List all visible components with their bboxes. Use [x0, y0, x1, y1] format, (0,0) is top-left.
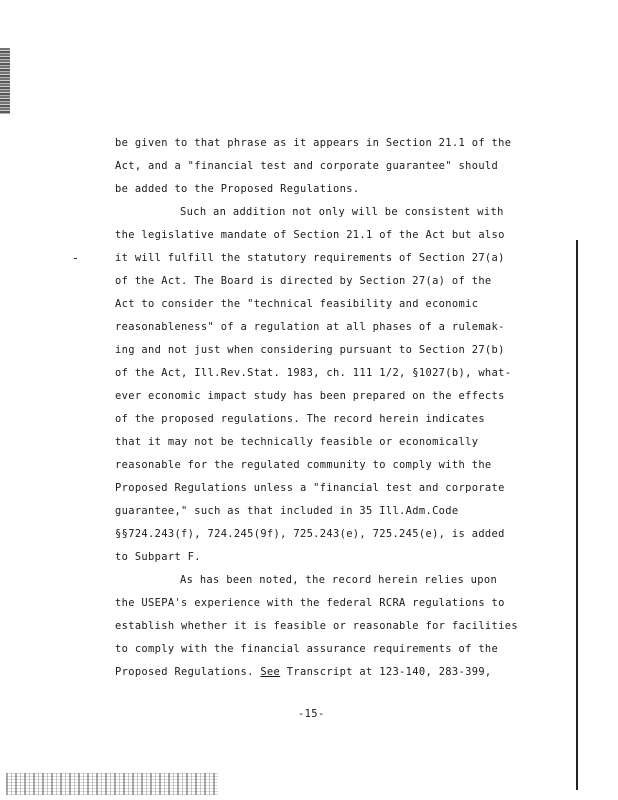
- text-line: Proposed Regulations unless a "financial test and corporate: [115, 482, 505, 494]
- text-line: of the proposed regulations. The record herein indicates: [115, 413, 485, 425]
- text-line: of the Act. The Board is directed by Section 27(a) of the: [115, 275, 492, 287]
- text-line: to Subpart F.: [115, 551, 201, 563]
- text-line: reasonableness" of a regulation at all phases of a rulemak-: [115, 321, 505, 333]
- text-line: the legislative mandate of Section 21.1 of the Act but also: [115, 229, 505, 241]
- text-line: establish whether it is feasible or reasonable for facilities: [115, 620, 518, 632]
- text-line: ing and not just when considering pursuant to Section 27(b): [115, 344, 505, 356]
- text-line: be given to that phrase as it appears in Section 21.1 of the: [115, 137, 512, 149]
- text-line: of the Act, Ill.Rev.Stat. 1983, ch. 111 1/2, §1027(b), what-: [115, 367, 512, 379]
- text-line: to comply with the financial assurance requirements of the: [115, 643, 499, 655]
- text-line: it will fulfill the statutory requirements of Section 27(a): [115, 252, 505, 264]
- text-line: the USEPA's experience with the federal RCRA regulations to: [115, 597, 505, 609]
- paragraph-first-line: As has been noted, the record herein relies upon: [180, 574, 498, 586]
- text-line: §§724.243(f), 724.245(9f), 725.243(e), 725.245(e), is added: [115, 528, 505, 540]
- scan-edge-line: [576, 240, 578, 790]
- text-line: be added to the Proposed Regulations.: [115, 183, 360, 195]
- text-line: reasonable for the regulated community to comply with the: [115, 459, 492, 471]
- text-segment: Transcript at 123-140, 283-399,: [280, 666, 492, 678]
- text-segment: Proposed Regulations.: [115, 666, 261, 678]
- text-line: ever economic impact study has been prepared on the effects: [115, 390, 505, 402]
- paragraph-first-line: Such an addition not only will be consistent with: [180, 206, 504, 218]
- scan-noise: [6, 773, 218, 795]
- text-line: guarantee," such as that included in 35 Ill.Adm.Code: [115, 505, 459, 517]
- text-line: Act to consider the "technical feasibility and economic: [115, 298, 479, 310]
- scan-edge-mark: [0, 48, 10, 114]
- text-line-with-citation: [115, 665, 492, 679]
- page-number: -15-: [298, 708, 325, 720]
- text-line: that it may not be technically feasible or economically: [115, 436, 479, 448]
- scan-speck: [74, 258, 77, 259]
- text-line: Act, and a "financial test and corporate guarantee" should: [115, 160, 499, 172]
- citation-signal: See: [260, 666, 281, 678]
